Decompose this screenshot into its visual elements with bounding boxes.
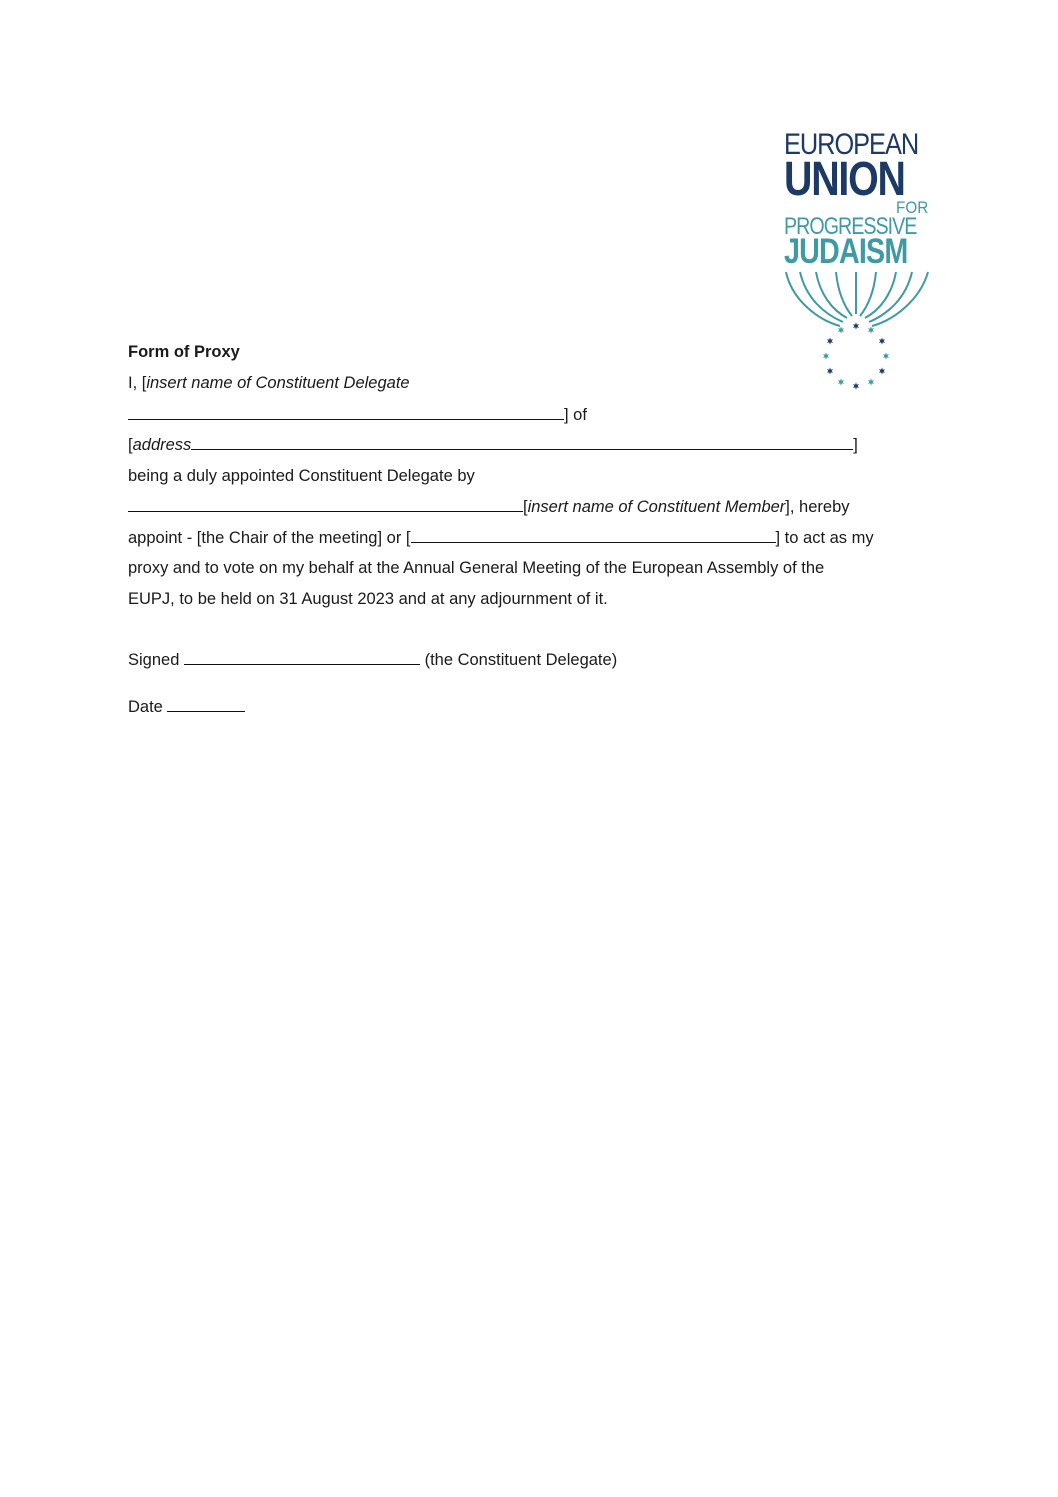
line5-open-bracket: [ [523,498,528,516]
logo-text-for: FOR [896,198,929,217]
address-blank[interactable] [191,435,853,450]
line2-suffix: ] of [564,406,587,424]
logo-text-judaism: JUDAISM [784,232,908,271]
form-line-7 [128,558,824,578]
signed-label: Signed [128,651,180,669]
form-line-5 [128,497,850,517]
form-title: Form of Proxy [128,343,240,361]
star-icon [879,367,885,374]
date-label: Date [128,698,163,716]
eupj-logo [778,122,938,392]
star-icon [853,382,859,389]
proxy-name-blank[interactable] [411,528,776,543]
menorah-arcs-stars-icon [778,270,938,392]
line1-prefix: I, [ [128,374,147,392]
line7-text: proxy and to vote on my behalf at the Annual General Meeting of the European Assembly of the [128,559,825,577]
star-icon [853,322,859,329]
star-icon [838,326,844,333]
line1-placeholder: insert name of Constituent Delegate [146,374,410,392]
logo-text-progressive: PROGRESSIVE [784,213,917,240]
form-line-3 [128,435,858,455]
delegate-name-blank[interactable] [128,405,564,420]
constituent-member-blank[interactable] [128,497,523,512]
form-line-2 [128,405,587,425]
star-icon [827,337,833,344]
star-icon [823,352,829,359]
signed-line [128,650,617,670]
star-icon [868,378,874,385]
form-line-4 [128,466,475,486]
star-icon [838,378,844,385]
line3-open-bracket: [ [128,436,133,454]
logo-text-european: EUROPEAN [784,128,919,161]
line4-text: being a duly appointed Constituent Delegate by [128,467,475,485]
member-placeholder: insert name of Constituent Member [527,498,786,516]
star-icon [879,337,885,344]
logo-text-union: UNION [784,153,905,206]
line6-suffix: ] to act as my [775,529,874,547]
form-line-8 [128,589,608,609]
star-ring [823,322,889,389]
signed-suffix: (the Constituent Delegate) [424,651,618,669]
star-icon [883,352,889,359]
date-line [128,697,245,717]
line8-text: EUPJ, to be held on 31 August 2023 and at any adjournment of it. [128,590,608,608]
date-blank[interactable] [167,697,245,712]
form-line-1 [128,373,410,393]
form-line-6 [128,528,874,548]
line3-close-bracket: ] [853,436,858,454]
address-placeholder: address [132,436,192,454]
star-icon [827,367,833,374]
line6-prefix: appoint - [the Chair of the meeting] or [ [128,529,411,547]
star-icon [868,326,874,333]
signature-blank[interactable] [184,650,420,665]
line5-suffix: ], hereby [785,498,850,516]
